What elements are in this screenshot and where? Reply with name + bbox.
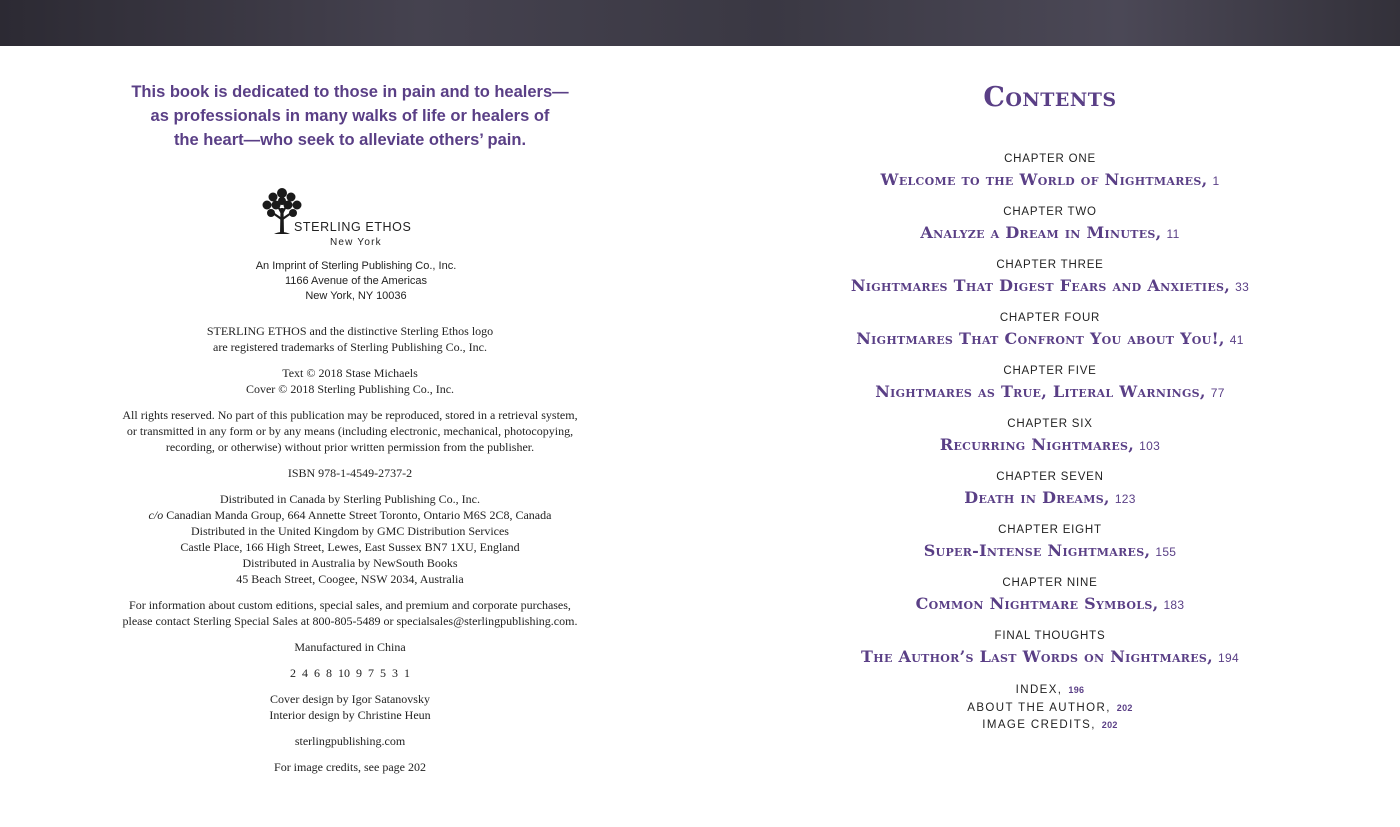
backmatter-page-number: 202 xyxy=(1101,720,1118,730)
backmatter-label: IMAGE CREDITS, xyxy=(982,719,1096,731)
chapter-page-number: 1 xyxy=(1212,174,1220,188)
backmatter-label: ABOUT THE AUTHOR, xyxy=(967,701,1111,714)
manufactured-note: Manufactured in China xyxy=(294,640,406,654)
distribution-line xyxy=(100,507,600,523)
publisher-name: STERLING ETHOS xyxy=(294,220,412,234)
chapter-page-number: 41 xyxy=(1229,333,1244,347)
chapter-title xyxy=(750,168,1350,192)
backmatter-page-number: 202 xyxy=(1116,702,1133,713)
special-sales-info xyxy=(100,597,600,629)
chapter-title-text: Recurring Nightmares, xyxy=(939,435,1135,454)
header-banner xyxy=(0,0,1400,46)
chapter-label: CHAPTER EIGHT xyxy=(998,524,1102,536)
chapter-label: CHAPTER SEVEN xyxy=(996,471,1104,483)
trademark-notice xyxy=(100,323,600,355)
chapter-page-number: 103 xyxy=(1139,439,1161,453)
website: sterlingpublishing.com xyxy=(294,734,406,748)
chapter-title xyxy=(750,380,1350,404)
toc-chapter xyxy=(750,574,1350,627)
chapter-title xyxy=(750,433,1350,457)
distribution-line: Distributed in Canada by Sterling Publishing Co., Inc. xyxy=(220,492,480,506)
chapter-label: CHAPTER TWO xyxy=(1003,206,1097,218)
chapter-label: CHAPTER NINE xyxy=(1002,577,1098,589)
rights-line: All rights reserved. No part of this publication may be reproduced, stored in a retrieval system, xyxy=(122,408,578,422)
chapter-title-text: Common Nightmare Symbols, xyxy=(915,594,1159,613)
toc-chapter xyxy=(750,415,1350,468)
info-line: please contact Sterling Special Sales at 800-805-5489 or specialsales@sterlingpublishing.com. xyxy=(122,614,578,628)
chapter-page-number: 183 xyxy=(1163,598,1185,612)
contents-title: Contents xyxy=(983,82,1117,113)
chapter-page-number: 155 xyxy=(1155,545,1177,559)
cover-design-credit: Cover design by Igor Satanovsky xyxy=(270,692,430,706)
rights-notice xyxy=(100,407,600,455)
care-of-prefix: c/o xyxy=(148,508,164,522)
text-copyright: Text © 2018 Stase Michaels xyxy=(282,366,418,380)
imprint-line: New York, NY 10036 xyxy=(305,290,407,302)
chapter-label: CHAPTER ONE xyxy=(1004,153,1096,165)
chapter-page-number: 194 xyxy=(1218,651,1239,665)
trademark-line: are registered trademarks of Sterling Publishing Co., Inc. xyxy=(213,340,487,354)
publisher-city: New York xyxy=(330,237,382,248)
chapter-page-number: 11 xyxy=(1166,227,1180,241)
distribution-info xyxy=(100,491,600,587)
imprint-line: 1166 Avenue of the Americas xyxy=(284,275,428,287)
chapter-title xyxy=(750,327,1350,351)
copyright-notice xyxy=(100,365,600,397)
toc-chapter xyxy=(750,309,1350,362)
chapter-label: CHAPTER FIVE xyxy=(1003,365,1097,377)
backmatter-item-about-author xyxy=(750,700,1350,718)
design-credits xyxy=(100,691,600,723)
chapter-label: CHAPTER SIX xyxy=(1007,418,1093,430)
chapter-page-number: 77 xyxy=(1210,386,1225,400)
chapter-page-number: 33 xyxy=(1235,280,1250,294)
chapter-title-text: Nightmares That Digest Fears and Anxieties, xyxy=(850,276,1231,295)
interior-design-credit: Interior design by Christine Heun xyxy=(269,708,431,722)
chapter-title-text: Death in Dreams, xyxy=(964,488,1110,507)
chapter-title xyxy=(750,539,1350,563)
contents-page xyxy=(750,46,1350,827)
trademark-line: STERLING ETHOS and the distinctive Sterling Ethos logo xyxy=(206,324,494,338)
rights-line: recording, or otherwise) without prior written permission from the publisher. xyxy=(165,440,535,454)
dedication-line: the heart—who seek to alleviate others’ pain. xyxy=(173,131,527,149)
rights-line: or transmitted in any form or by any means (including electronic, mechanical, photocopying, xyxy=(126,424,574,438)
toc-chapter xyxy=(750,362,1350,415)
canada-address: Canadian Manda Group, 664 Annette Street Toronto, Ontario M6S 2C8, Canada xyxy=(166,508,552,522)
toc-chapter xyxy=(750,521,1350,574)
chapter-title-text: The Author’s Last Words on Nightmares, xyxy=(861,647,1214,666)
backmatter-item-index xyxy=(750,682,1350,700)
chapter-label: CHAPTER THREE xyxy=(996,259,1104,271)
chapter-title xyxy=(750,274,1350,298)
chapter-title-text: Super-Intense Nightmares, xyxy=(923,541,1151,560)
cover-copyright: Cover © 2018 Sterling Publishing Co., Inc. xyxy=(245,382,455,396)
chapter-page-number: 123 xyxy=(1114,492,1136,506)
toc-chapter xyxy=(750,256,1350,309)
chapter-title xyxy=(750,486,1350,510)
chapter-label: FINAL THOUGHTS xyxy=(994,630,1106,642)
toc-chapter xyxy=(750,468,1350,521)
isbn: ISBN 978-1-4549-2737-2 xyxy=(287,466,413,480)
copyright-page xyxy=(100,46,600,827)
imprint-address xyxy=(100,259,612,304)
dedication-line: This book is dedicated to those in pain and to healers— xyxy=(131,83,569,101)
backmatter-label: INDEX, xyxy=(1015,684,1063,696)
chapter-title-text: Welcome to the World of Nightmares, xyxy=(880,170,1208,189)
distribution-line: Castle Place, 166 High Street, Lewes, East Sussex BN7 1XU, England xyxy=(180,540,520,554)
print-line: 2 4 6 8 10 9 7 5 3 1 xyxy=(290,666,410,680)
chapter-title-text: Nightmares as True, Literal Warnings, xyxy=(875,382,1206,401)
publisher-logo xyxy=(250,186,450,252)
image-credits-note: For image credits, see page 202 xyxy=(274,760,426,774)
chapter-title xyxy=(750,645,1350,669)
backmatter-item-image-credits xyxy=(750,717,1350,735)
dedication-line: as professionals in many walks of life or healers of xyxy=(150,107,550,125)
toc-backmatter xyxy=(750,682,1350,735)
toc-chapter xyxy=(750,203,1350,256)
distribution-line: Distributed in the United Kingdom by GMC Distribution Services xyxy=(191,524,509,538)
chapter-label: CHAPTER FOUR xyxy=(999,312,1101,324)
backmatter-page-number: 196 xyxy=(1068,685,1085,695)
chapter-title-text: Nightmares That Confront You about You!, xyxy=(856,329,1225,348)
info-line: For information about custom editions, special sales, and premium and corporate purchases, xyxy=(129,598,571,612)
copyright-block xyxy=(100,323,600,785)
dedication xyxy=(100,80,600,152)
chapter-title xyxy=(750,592,1350,616)
table-of-contents xyxy=(750,150,1350,680)
toc-chapter xyxy=(750,627,1350,680)
distribution-line: Distributed in Australia by NewSouth Books xyxy=(242,556,458,570)
imprint-line: An Imprint of Sterling Publishing Co., Inc. xyxy=(255,260,457,272)
toc-chapter xyxy=(750,150,1350,203)
chapter-title xyxy=(750,221,1350,245)
distribution-line: 45 Beach Street, Coogee, NSW 2034, Australia xyxy=(236,572,464,586)
chapter-title-text: Analyze a Dream in Minutes, xyxy=(920,223,1162,242)
